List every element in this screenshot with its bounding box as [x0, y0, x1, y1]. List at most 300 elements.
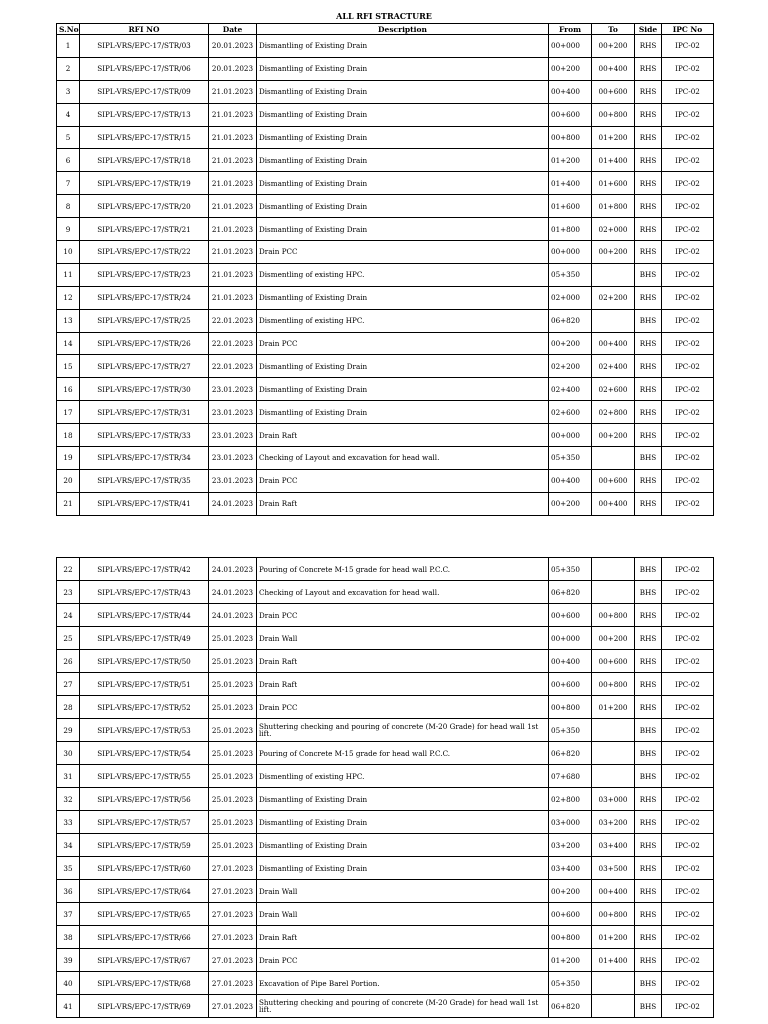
cell-rfi-no: SIPL-VRS/EPC-17/STR/21	[80, 218, 209, 241]
cell-description: Dismantling of Existing Drain	[257, 218, 549, 241]
cell-date: 25.01.2023	[209, 673, 257, 696]
cell-date: 25.01.2023	[209, 788, 257, 811]
table-row	[57, 80, 714, 103]
cell-description: Dismantling of Existing Drain	[257, 811, 549, 834]
cell-date: 23.01.2023	[209, 424, 257, 447]
table-row	[57, 650, 714, 673]
header-rfi-no: RFI NO	[80, 24, 209, 35]
cell-from: 00+000	[549, 241, 592, 264]
table-row	[57, 926, 714, 949]
cell-sno: 35	[57, 857, 80, 880]
cell-sno: 3	[57, 80, 80, 103]
cell-rfi-no: SIPL-VRS/EPC-17/STR/06	[80, 57, 209, 80]
cell-date: 25.01.2023	[209, 650, 257, 673]
cell-from: 00+200	[549, 57, 592, 80]
cell-date: 24.01.2023	[209, 581, 257, 604]
cell-from: 00+600	[549, 103, 592, 126]
cell-side: RHS	[635, 401, 662, 424]
cell-rfi-no: SIPL-VRS/EPC-17/STR/52	[80, 696, 209, 719]
cell-rfi-no: SIPL-VRS/EPC-17/STR/57	[80, 811, 209, 834]
cell-date: 27.01.2023	[209, 926, 257, 949]
cell-date: 22.01.2023	[209, 309, 257, 332]
table-row	[57, 241, 714, 264]
cell-from: 05+350	[549, 558, 592, 581]
cell-from: 00+600	[549, 604, 592, 627]
cell-description: Checking of Layout and excavation for head wall.	[257, 447, 549, 470]
header-from: From	[549, 24, 592, 35]
cell-rfi-no: SIPL-VRS/EPC-17/STR/31	[80, 401, 209, 424]
cell-date: 22.01.2023	[209, 355, 257, 378]
cell-from: 00+400	[549, 469, 592, 492]
cell-from: 03+000	[549, 811, 592, 834]
cell-ipc-no: IPC-02	[662, 447, 714, 470]
cell-description: Dismantling of Existing Drain	[257, 378, 549, 401]
cell-description: Dismantling of Existing Drain	[257, 857, 549, 880]
cell-from: 00+800	[549, 126, 592, 149]
table-row	[57, 332, 714, 355]
cell-to: 00+200	[592, 241, 635, 264]
cell-to	[592, 972, 635, 995]
cell-description: Excavation of Pipe Barel Portion.	[257, 972, 549, 995]
cell-from: 05+350	[549, 447, 592, 470]
cell-side: RHS	[635, 218, 662, 241]
cell-rfi-no: SIPL-VRS/EPC-17/STR/43	[80, 581, 209, 604]
cell-from: 00+800	[549, 696, 592, 719]
cell-to: 00+200	[592, 35, 635, 58]
cell-date: 25.01.2023	[209, 696, 257, 719]
cell-rfi-no: SIPL-VRS/EPC-17/STR/44	[80, 604, 209, 627]
cell-ipc-no: IPC-02	[662, 80, 714, 103]
cell-side: RHS	[635, 627, 662, 650]
cell-sno: 27	[57, 673, 80, 696]
table-row	[57, 218, 714, 241]
cell-sno: 30	[57, 742, 80, 765]
cell-to	[592, 742, 635, 765]
cell-ipc-no: IPC-02	[662, 627, 714, 650]
cell-side: BHS	[635, 581, 662, 604]
cell-side: RHS	[635, 149, 662, 172]
cell-sno: 18	[57, 424, 80, 447]
cell-sno: 1	[57, 35, 80, 58]
cell-to: 00+600	[592, 80, 635, 103]
cell-sno: 2	[57, 57, 80, 80]
cell-rfi-no: SIPL-VRS/EPC-17/STR/42	[80, 558, 209, 581]
table-row	[57, 401, 714, 424]
cell-side: RHS	[635, 332, 662, 355]
table-row	[57, 309, 714, 332]
cell-side: RHS	[635, 788, 662, 811]
cell-side: BHS	[635, 972, 662, 995]
cell-side: BHS	[635, 447, 662, 470]
cell-sno: 13	[57, 309, 80, 332]
cell-description: Dismantling of Existing Drain	[257, 195, 549, 218]
cell-side: BHS	[635, 995, 662, 1018]
cell-sno: 10	[57, 241, 80, 264]
cell-ipc-no: IPC-02	[662, 355, 714, 378]
cell-date: 21.01.2023	[209, 103, 257, 126]
cell-ipc-no: IPC-02	[662, 309, 714, 332]
cell-rfi-no: SIPL-VRS/EPC-17/STR/24	[80, 286, 209, 309]
cell-date: 24.01.2023	[209, 604, 257, 627]
cell-side: RHS	[635, 424, 662, 447]
table-row	[57, 857, 714, 880]
cell-date: 21.01.2023	[209, 126, 257, 149]
cell-description: Drain Wall	[257, 903, 549, 926]
cell-rfi-no: SIPL-VRS/EPC-17/STR/26	[80, 332, 209, 355]
table-row	[57, 788, 714, 811]
cell-to: 01+400	[592, 949, 635, 972]
cell-sno: 38	[57, 926, 80, 949]
table-header-row	[57, 24, 714, 35]
cell-from: 03+400	[549, 857, 592, 880]
cell-ipc-no: IPC-02	[662, 696, 714, 719]
table-row	[57, 995, 714, 1018]
cell-from: 05+350	[549, 263, 592, 286]
cell-sno: 34	[57, 834, 80, 857]
table-row	[57, 903, 714, 926]
cell-to: 00+800	[592, 604, 635, 627]
cell-to: 00+600	[592, 469, 635, 492]
cell-ipc-no: IPC-02	[662, 103, 714, 126]
cell-ipc-no: IPC-02	[662, 149, 714, 172]
cell-sno: 8	[57, 195, 80, 218]
cell-rfi-no: SIPL-VRS/EPC-17/STR/64	[80, 880, 209, 903]
cell-rfi-no: SIPL-VRS/EPC-17/STR/54	[80, 742, 209, 765]
table-row	[57, 447, 714, 470]
cell-to: 02+200	[592, 286, 635, 309]
cell-to: 01+200	[592, 126, 635, 149]
cell-ipc-no: IPC-02	[662, 126, 714, 149]
cell-side: RHS	[635, 241, 662, 264]
cell-rfi-no: SIPL-VRS/EPC-17/STR/50	[80, 650, 209, 673]
cell-sno: 36	[57, 880, 80, 903]
table-row	[57, 765, 714, 788]
cell-rfi-no: SIPL-VRS/EPC-17/STR/25	[80, 309, 209, 332]
cell-from: 02+600	[549, 401, 592, 424]
rfi-table-1	[56, 23, 714, 516]
cell-ipc-no: IPC-02	[662, 742, 714, 765]
cell-date: 21.01.2023	[209, 80, 257, 103]
cell-ipc-no: IPC-02	[662, 604, 714, 627]
cell-rfi-no: SIPL-VRS/EPC-17/STR/30	[80, 378, 209, 401]
cell-sno: 16	[57, 378, 80, 401]
cell-from: 05+350	[549, 972, 592, 995]
cell-sno: 22	[57, 558, 80, 581]
cell-side: RHS	[635, 696, 662, 719]
cell-side: RHS	[635, 126, 662, 149]
table-row	[57, 149, 714, 172]
cell-description: Drain PCC	[257, 241, 549, 264]
cell-date: 21.01.2023	[209, 286, 257, 309]
table-row	[57, 286, 714, 309]
cell-to: 01+800	[592, 195, 635, 218]
cell-sno: 9	[57, 218, 80, 241]
cell-from: 06+820	[549, 742, 592, 765]
cell-from: 00+400	[549, 80, 592, 103]
cell-description: Shuttering checking and pouring of concrete (M-20 Grade) for head wall 1st lift.	[257, 995, 549, 1018]
cell-date: 20.01.2023	[209, 35, 257, 58]
header-description: Description	[257, 24, 549, 35]
cell-to: 01+400	[592, 149, 635, 172]
cell-sno: 31	[57, 765, 80, 788]
table-row	[57, 492, 714, 515]
cell-from: 01+600	[549, 195, 592, 218]
cell-date: 20.01.2023	[209, 57, 257, 80]
cell-to: 03+400	[592, 834, 635, 857]
cell-sno: 17	[57, 401, 80, 424]
cell-from: 00+600	[549, 903, 592, 926]
cell-from: 06+820	[549, 581, 592, 604]
header-date: Date	[209, 24, 257, 35]
cell-sno: 40	[57, 972, 80, 995]
cell-ipc-no: IPC-02	[662, 469, 714, 492]
cell-description: Dismentling of existing HPC.	[257, 309, 549, 332]
cell-description: Dismantling of Existing Drain	[257, 35, 549, 58]
cell-date: 21.01.2023	[209, 263, 257, 286]
cell-date: 27.01.2023	[209, 972, 257, 995]
cell-description: Dismantling of Existing Drain	[257, 172, 549, 195]
cell-side: RHS	[635, 673, 662, 696]
cell-sno: 14	[57, 332, 80, 355]
cell-ipc-no: IPC-02	[662, 492, 714, 515]
cell-sno: 21	[57, 492, 80, 515]
cell-ipc-no: IPC-02	[662, 926, 714, 949]
cell-side: RHS	[635, 604, 662, 627]
cell-rfi-no: SIPL-VRS/EPC-17/STR/68	[80, 972, 209, 995]
cell-to: 02+000	[592, 218, 635, 241]
cell-to: 00+400	[592, 880, 635, 903]
cell-sno: 7	[57, 172, 80, 195]
cell-description: Dismantling of Existing Drain	[257, 103, 549, 126]
cell-rfi-no: SIPL-VRS/EPC-17/STR/51	[80, 673, 209, 696]
cell-date: 27.01.2023	[209, 880, 257, 903]
cell-sno: 25	[57, 627, 80, 650]
cell-description: Drain Raft	[257, 650, 549, 673]
cell-sno: 32	[57, 788, 80, 811]
cell-to	[592, 263, 635, 286]
cell-ipc-no: IPC-02	[662, 378, 714, 401]
cell-from: 05+350	[549, 719, 592, 742]
table-row	[57, 880, 714, 903]
cell-description: Drain PCC	[257, 604, 549, 627]
cell-description: Checking of Layout and excavation for head wall.	[257, 581, 549, 604]
cell-sno: 23	[57, 581, 80, 604]
cell-from: 02+000	[549, 286, 592, 309]
cell-to: 03+500	[592, 857, 635, 880]
table-row	[57, 834, 714, 857]
cell-date: 27.01.2023	[209, 903, 257, 926]
cell-description: Dismantling of Existing Drain	[257, 80, 549, 103]
cell-to: 02+800	[592, 401, 635, 424]
cell-date: 21.01.2023	[209, 149, 257, 172]
cell-date: 21.01.2023	[209, 195, 257, 218]
cell-date: 21.01.2023	[209, 241, 257, 264]
cell-side: BHS	[635, 765, 662, 788]
cell-side: RHS	[635, 35, 662, 58]
cell-description: Drain Raft	[257, 673, 549, 696]
cell-date: 23.01.2023	[209, 378, 257, 401]
table-row	[57, 627, 714, 650]
cell-description: Drain PCC	[257, 469, 549, 492]
cell-from: 00+000	[549, 424, 592, 447]
cell-description: Drain PCC	[257, 332, 549, 355]
cell-side: RHS	[635, 378, 662, 401]
cell-rfi-no: SIPL-VRS/EPC-17/STR/55	[80, 765, 209, 788]
table-row	[57, 558, 714, 581]
cell-sno: 24	[57, 604, 80, 627]
cell-from: 00+600	[549, 673, 592, 696]
cell-side: RHS	[635, 57, 662, 80]
cell-sno: 6	[57, 149, 80, 172]
cell-rfi-no: SIPL-VRS/EPC-17/STR/67	[80, 949, 209, 972]
cell-from: 00+000	[549, 35, 592, 58]
cell-description: Drain Raft	[257, 424, 549, 447]
cell-side: BHS	[635, 742, 662, 765]
cell-ipc-no: IPC-02	[662, 995, 714, 1018]
cell-description: Dismentling of existing HPC.	[257, 765, 549, 788]
cell-from: 06+820	[549, 309, 592, 332]
cell-date: 25.01.2023	[209, 834, 257, 857]
cell-ipc-no: IPC-02	[662, 811, 714, 834]
cell-ipc-no: IPC-02	[662, 972, 714, 995]
cell-sno: 15	[57, 355, 80, 378]
cell-to: 03+200	[592, 811, 635, 834]
cell-from: 00+200	[549, 492, 592, 515]
cell-date: 23.01.2023	[209, 469, 257, 492]
cell-sno: 5	[57, 126, 80, 149]
cell-description: Dismantling of Existing Drain	[257, 126, 549, 149]
table-row	[57, 172, 714, 195]
cell-to	[592, 309, 635, 332]
cell-to: 02+600	[592, 378, 635, 401]
table-row	[57, 673, 714, 696]
cell-description: Dismentling of existing HPC.	[257, 263, 549, 286]
cell-date: 21.01.2023	[209, 172, 257, 195]
cell-to	[592, 719, 635, 742]
cell-sno: 33	[57, 811, 80, 834]
table-row	[57, 604, 714, 627]
cell-side: RHS	[635, 172, 662, 195]
cell-rfi-no: SIPL-VRS/EPC-17/STR/15	[80, 126, 209, 149]
cell-date: 25.01.2023	[209, 719, 257, 742]
table-row	[57, 949, 714, 972]
cell-ipc-no: IPC-02	[662, 880, 714, 903]
cell-from: 00+200	[549, 332, 592, 355]
cell-rfi-no: SIPL-VRS/EPC-17/STR/49	[80, 627, 209, 650]
cell-sno: 29	[57, 719, 80, 742]
cell-sno: 20	[57, 469, 80, 492]
table-row	[57, 355, 714, 378]
cell-rfi-no: SIPL-VRS/EPC-17/STR/34	[80, 447, 209, 470]
cell-rfi-no: SIPL-VRS/EPC-17/STR/13	[80, 103, 209, 126]
cell-to: 00+800	[592, 673, 635, 696]
cell-ipc-no: IPC-02	[662, 57, 714, 80]
cell-rfi-no: SIPL-VRS/EPC-17/STR/18	[80, 149, 209, 172]
table-row	[57, 263, 714, 286]
cell-ipc-no: IPC-02	[662, 581, 714, 604]
cell-rfi-no: SIPL-VRS/EPC-17/STR/65	[80, 903, 209, 926]
cell-description: Pouring of Concrete M-15 grade for head wall P.C.C.	[257, 742, 549, 765]
cell-to: 00+200	[592, 627, 635, 650]
cell-side: RHS	[635, 811, 662, 834]
cell-description: Drain PCC	[257, 949, 549, 972]
cell-description: Dismantling of Existing Drain	[257, 834, 549, 857]
cell-rfi-no: SIPL-VRS/EPC-17/STR/53	[80, 719, 209, 742]
table-row	[57, 972, 714, 995]
cell-description: Dismantling of Existing Drain	[257, 286, 549, 309]
cell-from: 06+820	[549, 995, 592, 1018]
cell-to: 00+800	[592, 903, 635, 926]
cell-to: 01+200	[592, 696, 635, 719]
cell-ipc-no: IPC-02	[662, 218, 714, 241]
cell-ipc-no: IPC-02	[662, 949, 714, 972]
cell-rfi-no: SIPL-VRS/EPC-17/STR/09	[80, 80, 209, 103]
cell-ipc-no: IPC-02	[662, 263, 714, 286]
table-row	[57, 195, 714, 218]
cell-ipc-no: IPC-02	[662, 332, 714, 355]
cell-ipc-no: IPC-02	[662, 35, 714, 58]
cell-from: 01+800	[549, 218, 592, 241]
cell-date: 25.01.2023	[209, 765, 257, 788]
cell-from: 02+200	[549, 355, 592, 378]
cell-ipc-no: IPC-02	[662, 903, 714, 926]
cell-to	[592, 558, 635, 581]
cell-rfi-no: SIPL-VRS/EPC-17/STR/35	[80, 469, 209, 492]
cell-side: RHS	[635, 195, 662, 218]
cell-side: RHS	[635, 903, 662, 926]
cell-ipc-no: IPC-02	[662, 558, 714, 581]
cell-side: RHS	[635, 355, 662, 378]
cell-ipc-no: IPC-02	[662, 650, 714, 673]
cell-side: BHS	[635, 719, 662, 742]
header-sno: S.No	[57, 24, 80, 35]
cell-from: 00+400	[549, 650, 592, 673]
cell-description: Drain Wall	[257, 880, 549, 903]
cell-ipc-no: IPC-02	[662, 673, 714, 696]
cell-description: Dismantling of Existing Drain	[257, 401, 549, 424]
cell-sno: 41	[57, 995, 80, 1018]
cell-to: 01+600	[592, 172, 635, 195]
cell-ipc-no: IPC-02	[662, 401, 714, 424]
cell-side: RHS	[635, 469, 662, 492]
cell-rfi-no: SIPL-VRS/EPC-17/STR/66	[80, 926, 209, 949]
table-row	[57, 57, 714, 80]
cell-rfi-no: SIPL-VRS/EPC-17/STR/41	[80, 492, 209, 515]
cell-rfi-no: SIPL-VRS/EPC-17/STR/33	[80, 424, 209, 447]
cell-ipc-no: IPC-02	[662, 719, 714, 742]
cell-to: 02+400	[592, 355, 635, 378]
cell-from: 03+200	[549, 834, 592, 857]
cell-from: 01+200	[549, 949, 592, 972]
cell-to: 00+800	[592, 103, 635, 126]
cell-side: BHS	[635, 558, 662, 581]
cell-sno: 37	[57, 903, 80, 926]
table-row	[57, 696, 714, 719]
table-row	[57, 469, 714, 492]
cell-ipc-no: IPC-02	[662, 788, 714, 811]
cell-from: 07+680	[549, 765, 592, 788]
cell-side: RHS	[635, 949, 662, 972]
cell-date: 23.01.2023	[209, 401, 257, 424]
cell-side: RHS	[635, 926, 662, 949]
cell-rfi-no: SIPL-VRS/EPC-17/STR/59	[80, 834, 209, 857]
cell-description: Drain Wall	[257, 627, 549, 650]
cell-from: 02+400	[549, 378, 592, 401]
table-row	[57, 424, 714, 447]
cell-date: 24.01.2023	[209, 492, 257, 515]
cell-sno: 28	[57, 696, 80, 719]
cell-side: RHS	[635, 857, 662, 880]
